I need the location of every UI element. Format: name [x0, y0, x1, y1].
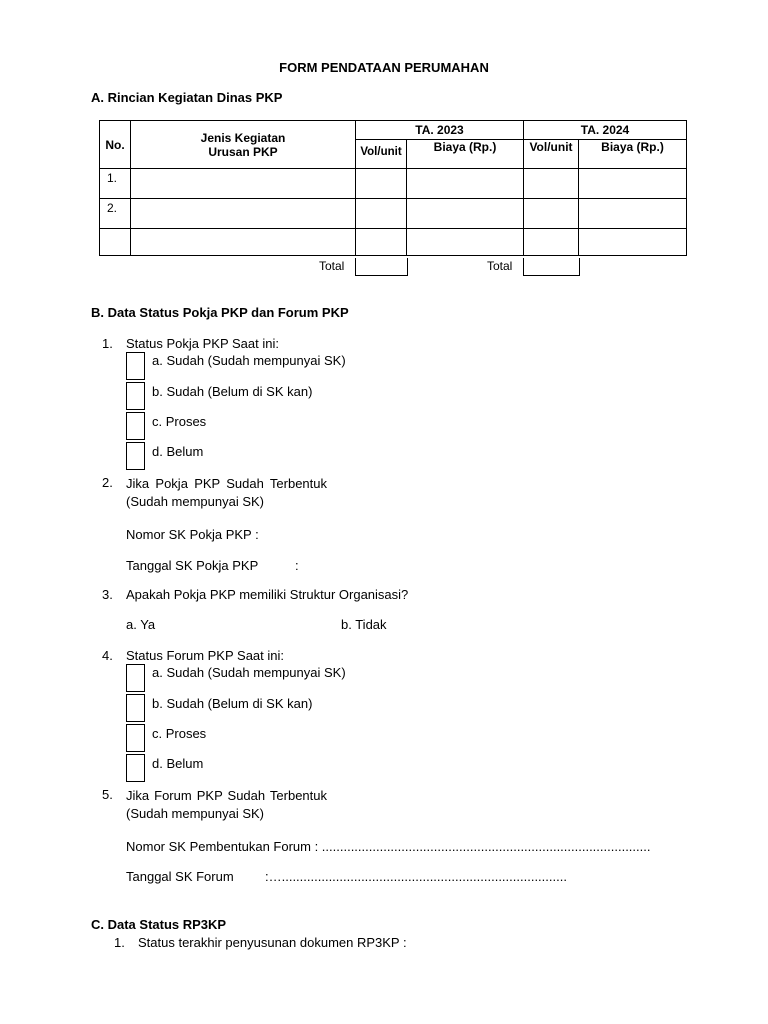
checkbox-pokja-b[interactable]: [126, 382, 145, 410]
ta2024-header: TA. 2024: [524, 121, 687, 140]
q2-tanggal-colon: :: [295, 558, 299, 573]
row-cell[interactable]: [356, 169, 407, 199]
q2-tanggal-label: Tanggal SK Pokja PKP: [126, 558, 259, 573]
option-pokja-a: a. Sudah (Sudah mempunyai SK): [152, 353, 346, 368]
q3-option-ya[interactable]: a. Ya: [126, 617, 156, 632]
section-b-heading: B. Data Status Pokja PKP dan Forum PKP: [91, 305, 349, 320]
col-jenis-header: [131, 121, 356, 169]
section-a-heading: A. Rincian Kegiatan Dinas PKP: [91, 90, 283, 105]
q3-text: Apakah Pokja PKP memiliki Struktur Organisasi?: [126, 587, 409, 602]
biaya-2023: Biaya (Rp.): [407, 140, 524, 169]
checkbox-forum-b[interactable]: [126, 694, 145, 722]
total-box-2023[interactable]: [355, 258, 408, 276]
row-cell[interactable]: [579, 199, 687, 229]
form-title: FORM PENDATAAN PERUMAHAN: [279, 60, 489, 75]
total-box-2024[interactable]: [523, 258, 580, 276]
checkbox-pokja-d[interactable]: [126, 442, 145, 470]
row-number: 1.: [100, 169, 131, 199]
vol-unit-2024: Vol/unit: [524, 140, 579, 169]
q5-nomor-label: Nomor SK Pembentukan Forum : ...........................................................................................: [126, 839, 651, 854]
table-row: [100, 169, 687, 199]
c-q1-text: Status terakhir penyusunan dokumen RP3KP :: [138, 935, 407, 950]
col-jenis-line1: Jenis Kegiatan: [200, 130, 286, 145]
q4-number: 4.: [102, 648, 113, 663]
checkbox-pokja-a[interactable]: [126, 352, 145, 380]
biaya-2024: Biaya (Rp.): [579, 140, 687, 169]
row-cell[interactable]: [131, 169, 356, 199]
q3-number: 3.: [102, 587, 113, 602]
row-cell[interactable]: [407, 199, 524, 229]
option-pokja-c: c. Proses: [152, 414, 207, 429]
option-pokja-d: d. Belum: [152, 444, 204, 459]
option-pokja-b: b. Sudah (Belum di SK kan): [152, 384, 313, 399]
row-cell[interactable]: [579, 169, 687, 199]
section-c-heading: C. Data Status RP3KP: [91, 917, 227, 932]
row-cell[interactable]: [407, 229, 524, 256]
option-forum-c: c. Proses: [152, 726, 207, 741]
ta2023-header: TA. 2023: [356, 121, 524, 140]
row-cell[interactable]: [131, 199, 356, 229]
row-cell[interactable]: [356, 229, 407, 256]
q2-text: Jika Pokja PKP Sudah Terbentuk (Sudah mempunyai SK): [126, 476, 327, 509]
table-row: [100, 199, 687, 229]
checkbox-forum-d[interactable]: [126, 754, 145, 782]
checkbox-forum-a[interactable]: [126, 664, 145, 692]
col-no-header: No.: [100, 121, 131, 169]
row-cell[interactable]: [524, 199, 579, 229]
q5-tanggal-dots: :…...............................................................................: [265, 869, 567, 884]
c-q1-number: 1.: [114, 935, 125, 950]
row-cell[interactable]: [356, 199, 407, 229]
table-row: [100, 229, 687, 256]
q3-option-tidak[interactable]: b. Tidak: [341, 617, 387, 632]
row-cell[interactable]: [407, 169, 524, 199]
option-forum-d: d. Belum: [152, 756, 204, 771]
option-forum-a: a. Sudah (Sudah mempunyai SK): [152, 665, 346, 680]
q5-tanggal-label: Tanggal SK Forum: [126, 869, 234, 884]
q2-nomor-label: Nomor SK Pokja PKP :: [126, 527, 259, 542]
q2-number: 2.: [102, 475, 113, 490]
q5-text: Jika Forum PKP Sudah Terbentuk (Sudah mempunyai SK): [126, 788, 327, 821]
row-cell[interactable]: [579, 229, 687, 256]
total-label-2023: Total: [319, 259, 345, 273]
q1-number: 1.: [102, 336, 113, 351]
row-number: 2.: [100, 199, 131, 229]
kegiatan-table: [99, 120, 687, 256]
option-forum-b: b. Sudah (Belum di SK kan): [152, 696, 313, 711]
row-cell[interactable]: [131, 229, 356, 256]
checkbox-pokja-c[interactable]: [126, 412, 145, 440]
total-label-2024: Total: [487, 259, 513, 273]
vol-unit-2023: Vol/unit: [356, 140, 407, 169]
checkbox-forum-c[interactable]: [126, 724, 145, 752]
row-cell[interactable]: [524, 169, 579, 199]
row-cell[interactable]: [524, 229, 579, 256]
col-jenis-line2: Urusan PKP: [208, 144, 278, 159]
q1-text: Status Pokja PKP Saat ini:: [126, 336, 279, 351]
q4-text: Status Forum PKP Saat ini:: [126, 648, 284, 663]
q5-number: 5.: [102, 787, 113, 802]
row-number: [100, 229, 131, 256]
